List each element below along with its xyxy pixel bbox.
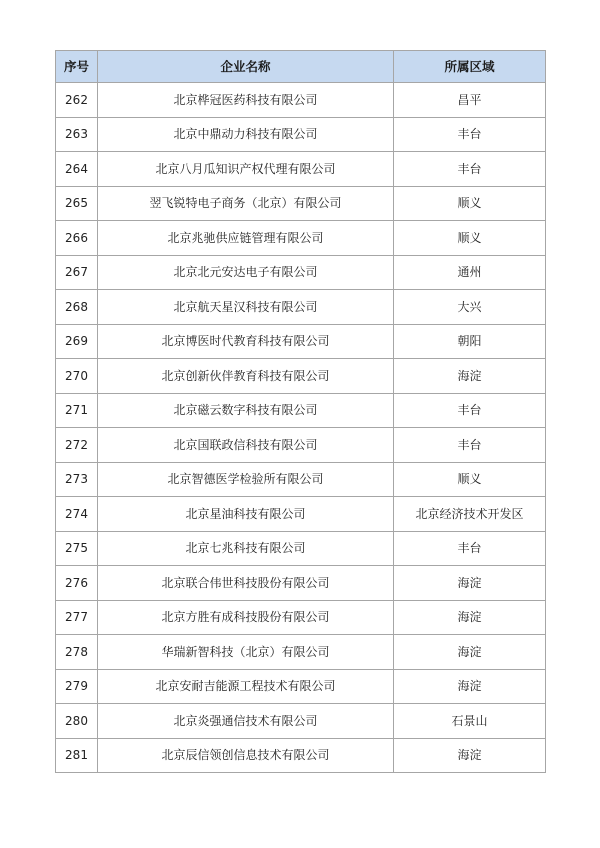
table-row	[56, 428, 546, 463]
cell-district: 北京经济技术开发区	[394, 497, 546, 532]
cell-district: 海淀	[394, 600, 546, 635]
cell-company-name: 北京炎强通信技术有限公司	[98, 704, 394, 739]
cell-serial-number: 281	[56, 738, 98, 773]
cell-company-name: 北京方胜有成科技股份有限公司	[98, 600, 394, 635]
cell-district: 石景山	[394, 704, 546, 739]
table-row	[56, 324, 546, 359]
table-header-row	[56, 51, 546, 83]
cell-serial-number: 270	[56, 359, 98, 394]
cell-district: 顺义	[394, 186, 546, 221]
cell-company-name: 北京磁云数字科技有限公司	[98, 393, 394, 428]
cell-district: 丰台	[394, 531, 546, 566]
header-company-name: 企业名称	[98, 51, 394, 83]
cell-district: 海淀	[394, 359, 546, 394]
cell-company-name: 翌飞锐特电子商务（北京）有限公司	[98, 186, 394, 221]
cell-serial-number: 272	[56, 428, 98, 463]
cell-company-name: 北京创新伙伴教育科技有限公司	[98, 359, 394, 394]
cell-district: 顺义	[394, 462, 546, 497]
table-row	[56, 290, 546, 325]
cell-serial-number: 279	[56, 669, 98, 704]
cell-serial-number: 278	[56, 635, 98, 670]
cell-serial-number: 266	[56, 221, 98, 256]
cell-company-name: 北京兆驰供应链管理有限公司	[98, 221, 394, 256]
table-row	[56, 152, 546, 187]
cell-serial-number: 264	[56, 152, 98, 187]
cell-serial-number: 274	[56, 497, 98, 532]
cell-company-name: 北京中鼎动力科技有限公司	[98, 117, 394, 152]
document-page	[55, 50, 545, 773]
table-row	[56, 462, 546, 497]
table-row	[56, 600, 546, 635]
cell-district: 丰台	[394, 117, 546, 152]
header-district: 所属区域	[394, 51, 546, 83]
cell-district: 海淀	[394, 635, 546, 670]
cell-serial-number: 265	[56, 186, 98, 221]
table-row	[56, 531, 546, 566]
cell-district: 海淀	[394, 566, 546, 601]
cell-serial-number: 273	[56, 462, 98, 497]
cell-district: 通州	[394, 255, 546, 290]
cell-district: 昌平	[394, 83, 546, 118]
table-row	[56, 738, 546, 773]
cell-district: 丰台	[394, 428, 546, 463]
cell-company-name: 北京航天星汉科技有限公司	[98, 290, 394, 325]
table-row	[56, 669, 546, 704]
enterprise-table	[55, 50, 546, 773]
cell-serial-number: 277	[56, 600, 98, 635]
cell-district: 顺义	[394, 221, 546, 256]
cell-company-name: 北京桦冠医药科技有限公司	[98, 83, 394, 118]
table-row	[56, 83, 546, 118]
cell-company-name: 北京博医时代教育科技有限公司	[98, 324, 394, 359]
cell-district: 海淀	[394, 669, 546, 704]
cell-company-name: 北京联合伟世科技股份有限公司	[98, 566, 394, 601]
cell-serial-number: 276	[56, 566, 98, 601]
table-row	[56, 566, 546, 601]
cell-serial-number: 267	[56, 255, 98, 290]
cell-company-name: 北京安耐吉能源工程技术有限公司	[98, 669, 394, 704]
header-serial-number: 序号	[56, 51, 98, 83]
table-row	[56, 635, 546, 670]
cell-company-name: 北京北元安达电子有限公司	[98, 255, 394, 290]
cell-company-name: 北京八月瓜知识产权代理有限公司	[98, 152, 394, 187]
cell-district: 朝阳	[394, 324, 546, 359]
cell-district: 丰台	[394, 393, 546, 428]
cell-serial-number: 262	[56, 83, 98, 118]
cell-company-name: 北京国联政信科技有限公司	[98, 428, 394, 463]
table-row	[56, 393, 546, 428]
cell-serial-number: 263	[56, 117, 98, 152]
cell-company-name: 华瑞新智科技（北京）有限公司	[98, 635, 394, 670]
cell-serial-number: 271	[56, 393, 98, 428]
cell-serial-number: 268	[56, 290, 98, 325]
table-row	[56, 221, 546, 256]
cell-district: 大兴	[394, 290, 546, 325]
cell-district: 丰台	[394, 152, 546, 187]
cell-company-name: 北京辰信领创信息技术有限公司	[98, 738, 394, 773]
table-row	[56, 255, 546, 290]
table-row	[56, 186, 546, 221]
cell-company-name: 北京七兆科技有限公司	[98, 531, 394, 566]
table-row	[56, 497, 546, 532]
cell-company-name: 北京星油科技有限公司	[98, 497, 394, 532]
cell-serial-number: 275	[56, 531, 98, 566]
table-row	[56, 117, 546, 152]
table-row	[56, 359, 546, 394]
cell-serial-number: 280	[56, 704, 98, 739]
cell-serial-number: 269	[56, 324, 98, 359]
cell-company-name: 北京智德医学检验所有限公司	[98, 462, 394, 497]
cell-district: 海淀	[394, 738, 546, 773]
table-row	[56, 704, 546, 739]
